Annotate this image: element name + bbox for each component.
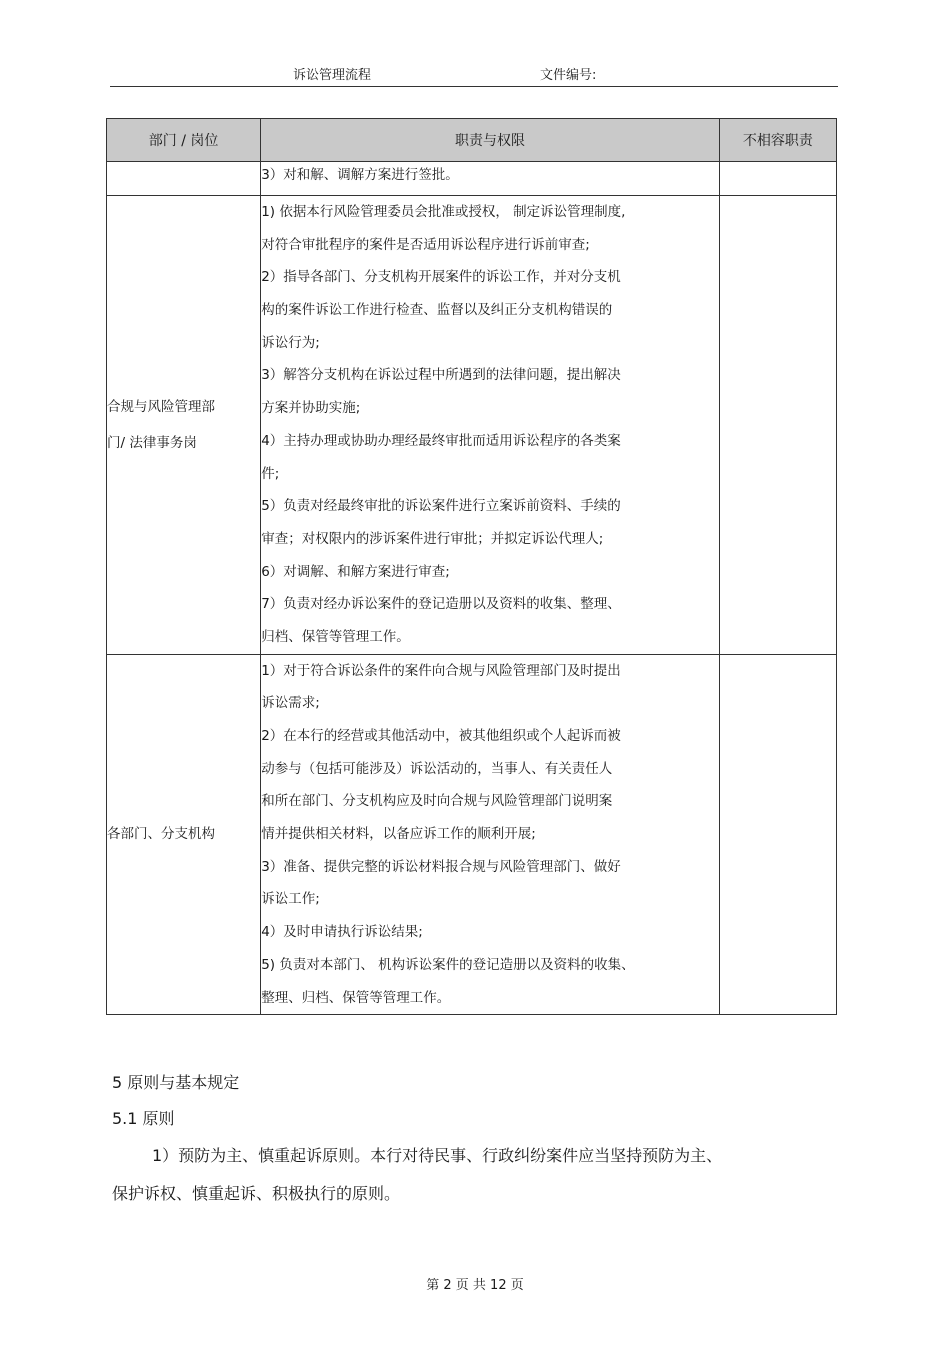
header-divider xyxy=(110,86,838,87)
conflict-cell xyxy=(719,196,836,655)
duty-line: 动参与（包括可能涉及）诉讼活动的，当事人、有关责任人 xyxy=(261,760,613,777)
subsection-heading: 5.1 原则 xyxy=(112,1109,175,1128)
duty-line: 情并提供相关材料，以备应诉工作的顺利开展; xyxy=(261,826,536,843)
duty-line: 和所在部门、分支机构应及时向合规与风险管理部门说明案 xyxy=(261,793,613,810)
file-number-label: 文件编号: xyxy=(540,68,597,83)
table-header-row xyxy=(107,119,837,162)
dept-line: 门/ 法律事务岗 xyxy=(107,434,197,451)
duties-cell xyxy=(261,196,720,655)
column-header-dept: 部门 / 岗位 xyxy=(107,119,261,162)
conflict-cell xyxy=(719,654,836,1015)
duty-line: 7）负责对经办诉讼案件的登记造册以及资料的收集、整理、 xyxy=(261,596,621,613)
duty-line: 6）对调解、和解方案进行审查; xyxy=(261,563,450,580)
responsibility-table xyxy=(106,118,837,1015)
dept-line: 合规与风险管理部 xyxy=(107,398,215,415)
duty-line: 诉讼工作; xyxy=(261,891,320,908)
dept-cell xyxy=(107,162,261,196)
duty-line: 3）解答分支机构在诉讼过程中所遇到的法律问题，提出解决 xyxy=(261,367,621,384)
section-heading: 5 原则与基本规定 xyxy=(112,1073,240,1092)
duty-line: 诉讼行为; xyxy=(261,334,320,351)
duty-line: 5) 负责对本部门、 机构诉讼案件的登记造册以及资料的收集、 xyxy=(261,956,635,973)
table-row-compliance xyxy=(107,196,837,655)
duty-line: 整理、归档、保管等管理工作。 xyxy=(261,989,451,1006)
doc-title: 诉讼管理流程 xyxy=(293,68,372,83)
duty-line: 1) 依据本行风险管理委员会批准或授权， 制定诉讼管理制度, xyxy=(261,204,626,220)
page-number: 第 2 页 共 12 页 xyxy=(426,1278,524,1293)
duties-cell xyxy=(261,162,720,196)
duty-line: 2）指导各部门、分支机构开展案件的诉讼工作，并对分支机 xyxy=(261,269,621,286)
paragraph-line: 1）预防为主、慎重起诉原则。本行对待民事、行政纠纷案件应当坚持预防为主、 xyxy=(152,1146,723,1165)
duty-line: 1）对于符合诉讼条件的案件向合规与风险管理部门及时提出 xyxy=(261,662,621,679)
duty-line: 审查；对权限内的涉诉案件进行审批；并拟定诉讼代理人; xyxy=(261,530,604,547)
duty-line: 4）及时申请执行诉讼结果; xyxy=(261,924,423,941)
duty-line: 归档、保管等管理工作。 xyxy=(261,628,410,645)
duty-line: 2）在本行的经营或其他活动中，被其他组织或个人起诉而被 xyxy=(261,728,621,744)
duty-line: 3）准备、提供完整的诉讼材料报合规与风险管理部门、做好 xyxy=(261,858,621,875)
paragraph-line: 保护诉权、慎重起诉、积极执行的原则。 xyxy=(112,1184,401,1203)
dept-cell xyxy=(107,654,261,1015)
duty-line: 4）主持办理或协助办理经最终审批而适用诉讼程序的各类案 xyxy=(261,432,621,449)
duty-line: 方案并协助实施; xyxy=(261,400,361,417)
conflict-cell xyxy=(719,162,836,196)
duty-line: 构的案件诉讼工作进行检查、监督以及纠正分支机构错误的 xyxy=(261,302,613,319)
duties-cell xyxy=(261,654,720,1015)
duty-line: 件; xyxy=(261,465,280,482)
duty-line: 3）对和解、调解方案进行签批。 xyxy=(261,166,459,183)
duty-line: 5）负责对经最终审批的诉讼案件进行立案诉前资料、手续的 xyxy=(261,498,621,515)
dept-line: 各部门、分支机构 xyxy=(107,826,215,843)
duty-line: 诉讼需求; xyxy=(261,695,320,712)
dept-cell xyxy=(107,196,261,655)
duty-line: 对符合审批程序的案件是否适用诉讼程序进行诉前审查; xyxy=(261,236,590,253)
column-header-conflict: 不相容职责 xyxy=(719,119,836,162)
column-header-duties: 职责与权限 xyxy=(261,119,720,162)
table-row-continued xyxy=(107,162,837,196)
table-row-branches xyxy=(107,654,837,1015)
